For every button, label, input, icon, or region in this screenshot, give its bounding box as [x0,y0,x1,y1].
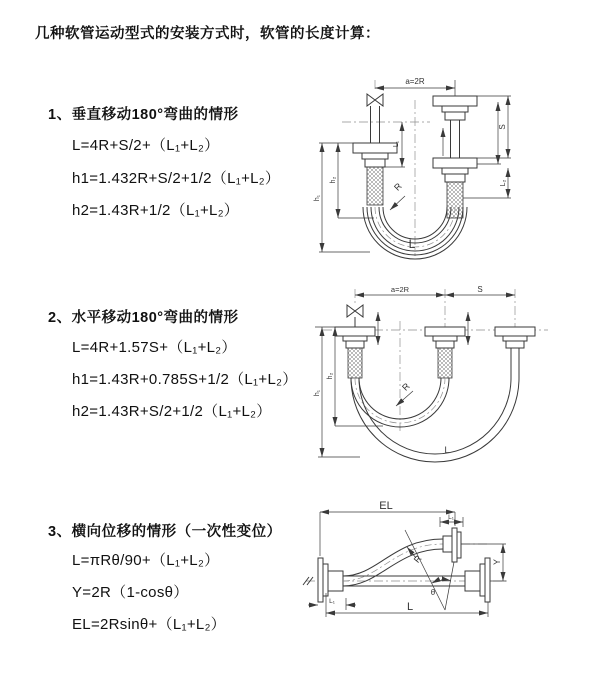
centerlines [342,80,430,256]
diagram-vertical-180-bend [312,70,552,262]
section3-heading: 3、横向位移的情形（一次性变位） [48,524,282,540]
upper-flange [443,528,461,562]
radius-callout [396,381,413,406]
label-y: Y [492,558,502,566]
section3-formula-Y: Y=2R（1-cosθ） [72,584,189,601]
label-h2: h₂ [327,372,334,380]
section1-formula-h1: h1=1.432R+S/2+1/2（L₁+L₂） [72,170,281,187]
label-l-total: L [444,445,450,455]
page-title: 几种软管运动型式的安装方式时，软管的长度计算： [35,26,380,42]
left-pipe-flange [353,106,397,205]
section3-formula-EL: EL=2Rsinθ+（L₁+L₂） [72,616,226,633]
label-l1-top: L₁ [448,514,454,521]
valve-icon [347,305,363,327]
section2-formula-L: L=4R+1.57S+（L₁+L₂） [72,339,237,356]
dimension-l1-top [440,514,463,527]
label-s: S [498,124,507,130]
label-a2r: a=2R [405,77,425,86]
label-theta: θ [430,588,436,597]
label-h2: h₂ [330,176,337,184]
label-el: EL [379,500,393,512]
section2-heading: 2、水平移动180°弯曲的情形 [48,310,239,326]
section2-formula-h2: h2=1.43R+S/2+1/2（L₁+L₂） [72,403,272,420]
displaced-hose-s-curve [343,539,443,586]
section3-formula-L: L=πRθ/90+（L₁+L₂） [72,552,220,569]
dimension-el [320,500,455,556]
left-pipe-flange [335,327,375,378]
label-l1: L₁ [393,140,400,148]
label-l1-bottom: L₁ [329,598,335,605]
section1-formula-h2: h2=1.43R+1/2（L₁+L₂） [72,202,240,219]
label-l2: L₂ [500,179,507,187]
label-r: R [392,181,404,193]
section1-heading: 1、垂直移动180°弯曲的情形 [48,107,239,123]
middle-pipe-flange [425,327,465,378]
hose-u-bends [351,378,519,462]
dimension-a2r [355,285,445,295]
label-h1: h₁ [314,194,321,202]
label-l-total: L [406,601,414,613]
dimension-s [477,96,511,164]
right-lower-flange [465,558,490,602]
label-r: R [400,381,412,393]
right-pipe-flange [495,327,535,378]
dimension-l2 [463,168,511,198]
dimension-l1-bottom [308,598,356,610]
section1-formula-L: L=4R+S/2+（L₁+L₂） [72,137,220,154]
dimension-a2r [375,77,455,96]
label-r: R [411,553,424,565]
label-h1: h₁ [314,389,321,397]
valve-icon [367,94,383,106]
label-a2r: a=2R [390,285,410,294]
radius-callout [390,181,405,210]
dimension-s [445,285,515,295]
diagram-lateral-displacement [298,498,598,630]
section2-formula-h1: h1=1.43R+0.785S+1/2（L₁+L₂） [72,371,298,388]
diagram-horizontal-180-bend [308,281,564,467]
label-s: S [477,285,483,294]
left-flange [318,558,343,602]
label-l-total: L [408,237,416,251]
right-pipe-flanges [433,96,477,218]
